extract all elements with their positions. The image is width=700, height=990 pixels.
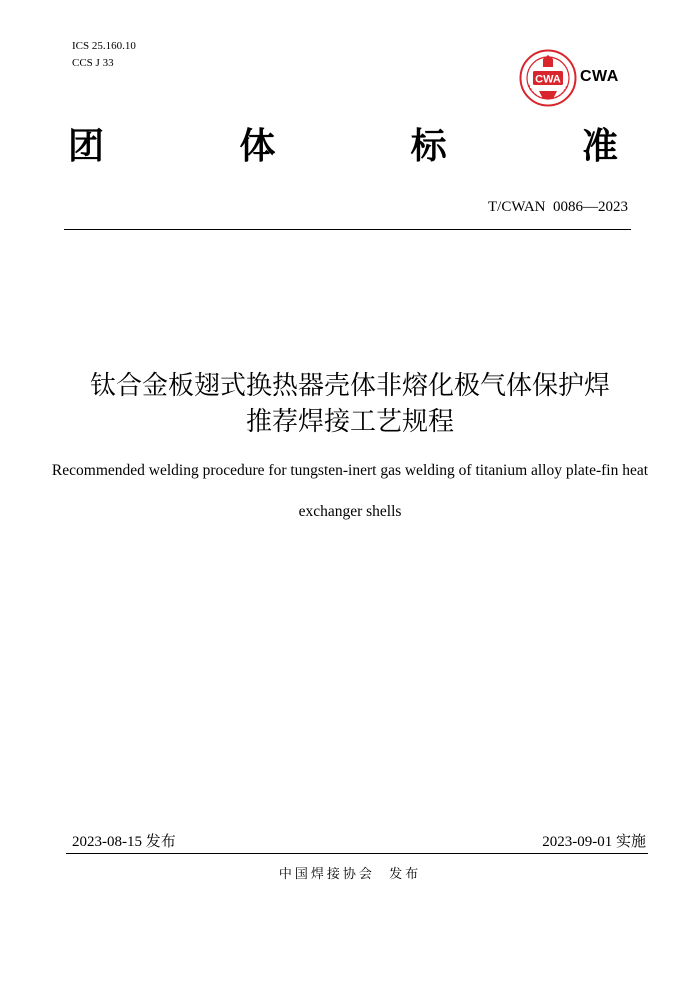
top-divider xyxy=(64,229,631,230)
cwa-logo-icon xyxy=(519,49,577,107)
ccs-code: CCS J 33 xyxy=(72,57,114,69)
classification-codes xyxy=(72,38,136,72)
chinese-title-line-1: 钛合金板翅式换热器壳体非熔化极气体保护焊 xyxy=(89,371,610,401)
standard-type-char: 标 xyxy=(410,126,447,167)
implementation-date: 2023-09-01 实施 xyxy=(542,834,646,850)
bottom-divider xyxy=(66,853,648,854)
chinese-title xyxy=(30,368,670,440)
cwa-logo-text: CWA xyxy=(580,68,619,85)
logo-badge-text: CWA xyxy=(535,73,561,86)
standard-type-char: 团 xyxy=(68,126,105,167)
ics-code: ICS 25.160.10 xyxy=(72,40,136,52)
english-title-line-1: Recommended welding procedure for tungsten-inert gas welding of titanium alloy plate-fin heat xyxy=(51,462,649,479)
standard-number: T/CWAN 0086—2023 xyxy=(488,199,628,215)
issue-date: 2023-08-15 发布 xyxy=(72,834,176,850)
english-title-line-2: exchanger shells xyxy=(298,503,402,520)
chinese-title-line-2: 推荐焊接工艺规程 xyxy=(245,407,454,437)
standard-type-heading xyxy=(68,124,618,170)
publisher: 中国焊接协会 发布 xyxy=(278,867,422,882)
standard-type-char: 准 xyxy=(581,126,618,167)
standard-type-char: 体 xyxy=(239,126,276,167)
date-row xyxy=(72,830,646,851)
